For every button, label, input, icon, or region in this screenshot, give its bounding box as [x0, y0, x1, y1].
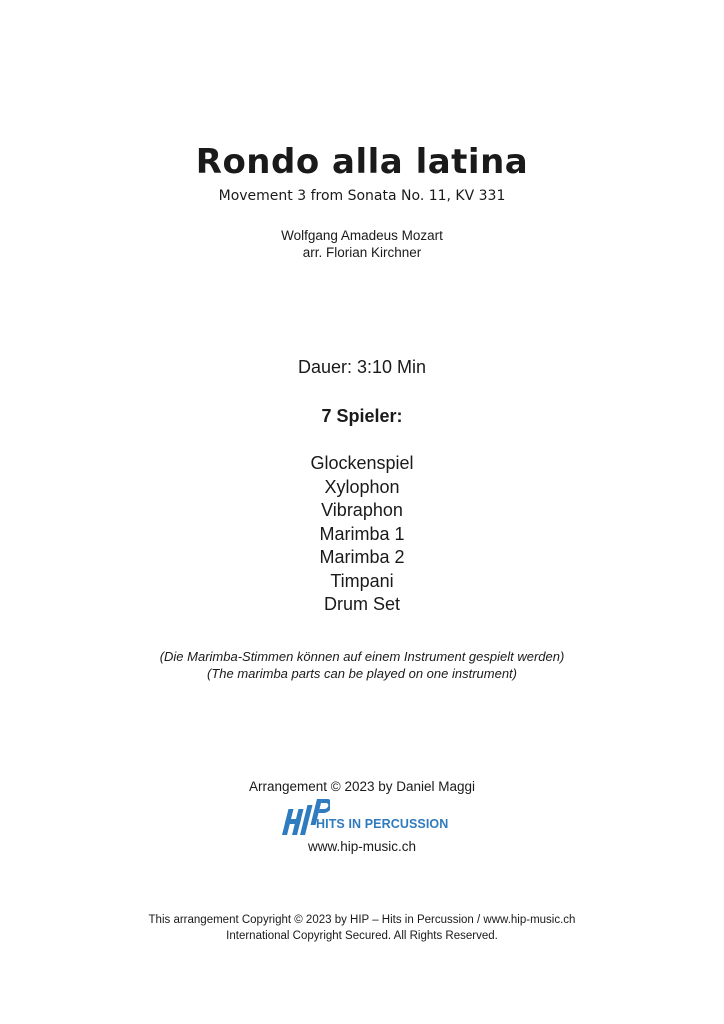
hip-logo [282, 795, 452, 841]
instrument-item: Timpani [330, 570, 394, 591]
arrangement-credit: Arrangement © 2023 by Daniel Maggi [248, 779, 476, 794]
duration-text: Dauer: 3:10 Min [297, 357, 427, 377]
copyright-line: This arrangement Copyright © 2023 by HIP – Hits in Percussion / www.hip-music.ch [148, 914, 576, 926]
rights-line: International Copyright Secured. All Rights Reserved. [226, 930, 498, 942]
marimba-note-german: (Die Marimba-Stimmen können auf einem Instrument gespielt werden) [159, 649, 565, 664]
instrument-item: Marimba 1 [319, 523, 405, 544]
instrument-list [0, 452, 724, 617]
instrument-item: Glockenspiel [310, 453, 414, 473]
piece-title: Rondo alla latina [195, 142, 529, 182]
composer-name: Wolfgang Amadeus Mozart [281, 228, 443, 243]
instrument-item: Xylophon [324, 476, 400, 497]
players-heading: 7 Spieler: [321, 406, 403, 426]
website-text: www.hip-music.ch [307, 839, 417, 854]
instrument-item: Marimba 2 [319, 547, 405, 567]
hip-logo-text: HITS IN PERCUSSION [316, 817, 449, 831]
arranger-name: arr. Florian Kirchner [302, 245, 422, 260]
instrument-item: Vibraphon [321, 500, 403, 520]
marimba-note-english: (The marimba parts can be played on one instrument) [207, 666, 517, 681]
instrument-item: Drum Set [323, 594, 401, 614]
piece-subtitle: Movement 3 from Sonata No. 11, KV 331 [218, 188, 506, 204]
